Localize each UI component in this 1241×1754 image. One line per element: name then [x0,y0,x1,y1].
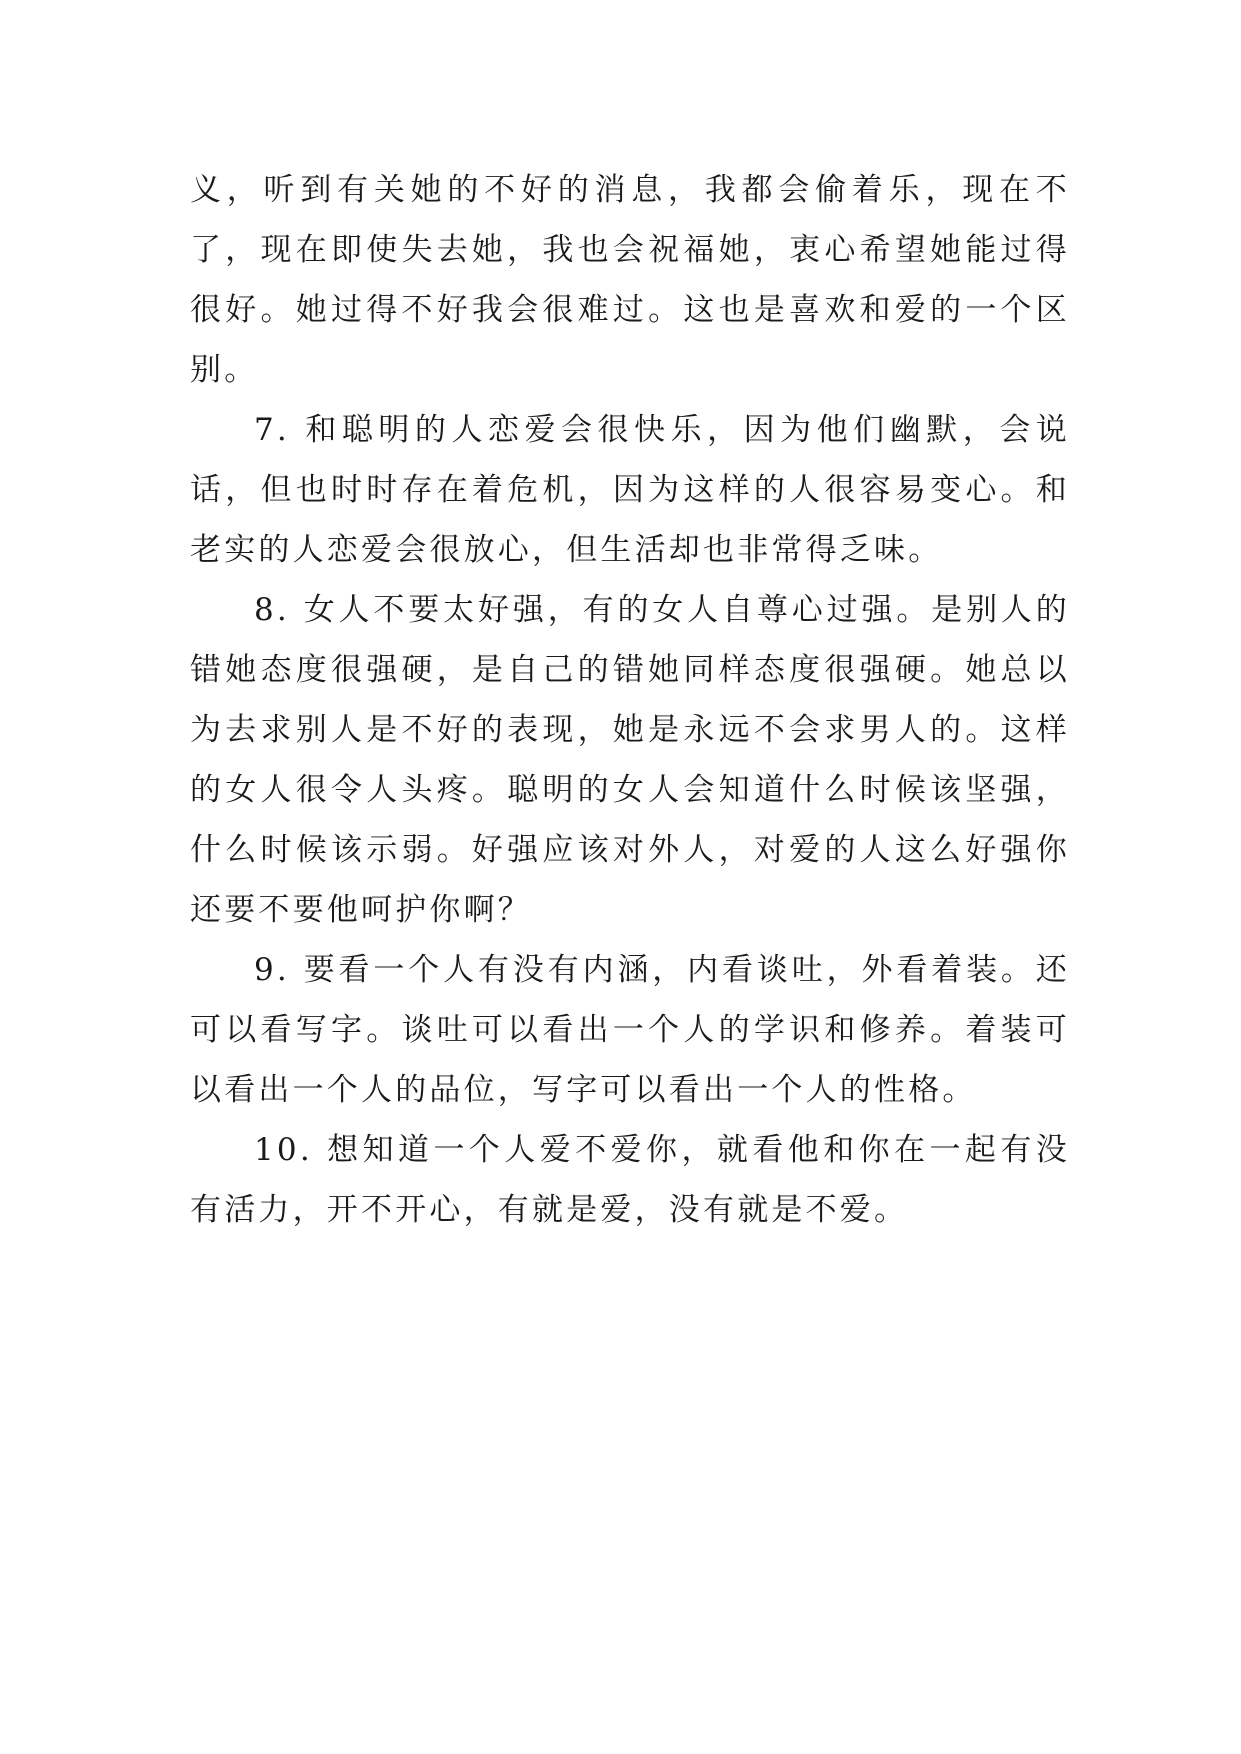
paragraph-item-9: 9. 要看一个人有没有内涵，内看谈吐，外看着装。还可以看写字。谈吐可以看出一个人的学识和修养。着装可以看出一个人的品位，写字可以看出一个人的性格。 [190,952,1070,1108]
paragraph-continuation: 义，听到有关她的不好的消息，我都会偷着乐，现在不了，现在即使失去她，我也会祝福她，衷心希望她能过得很好。她过得不好我会很难过。这也是喜欢和爱的一个区别。 [190,172,1070,388]
paragraph-item-8: 8. 女人不要太好强，有的女人自尊心过强。是别人的错她态度很强硬，是自己的错她同样态度很强硬。她总以为去求别人是不好的表现，她是永远不会求男人的。这样的女人很令人头疼。聪明的女人会知道什么时候该坚强，什么时候该示弱。好强应该对外人，对爱的人这么好强你还要不要他呵护你啊？ [190,592,1070,928]
paragraph-item-7: 7. 和聪明的人恋爱会很快乐，因为他们幽默，会说话，但也时时存在着危机，因为这样的人很容易变心。和老实的人恋爱会很放心，但生活却也非常得乏味。 [190,412,1070,568]
paragraph-item-10: 10. 想知道一个人爱不爱你，就看他和你在一起有没有活力，开不开心，有就是爱，没有就是不爱。 [190,1132,1070,1228]
document-body [190,160,1070,1240]
